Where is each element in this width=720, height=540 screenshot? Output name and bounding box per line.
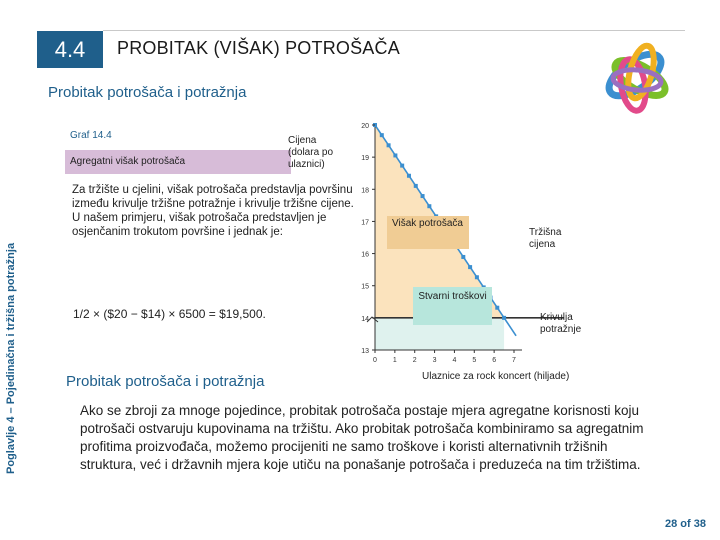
x-tick-label: 5: [472, 357, 477, 364]
x-tick-label: 2: [412, 357, 417, 364]
graph-title-box: [65, 150, 283, 174]
demand-curve-label: Krivulja potražnje: [540, 312, 582, 335]
demand-step-point: [387, 143, 391, 147]
consumer-surplus-chart: [285, 120, 615, 390]
y-tick-label: 19: [361, 155, 369, 163]
demand-step-point: [427, 204, 431, 208]
demand-step-point: [414, 184, 418, 188]
demand-step-point: [407, 174, 411, 178]
surplus-formula: 1/2 × ($20 − $14) × 6500 = $19,500.: [73, 307, 266, 321]
demand-step-point: [475, 275, 479, 279]
body-text: Za tržište u cjelini, višak potrošača predstavlja površinu između krivulje tržišne potražnje i krivulje tržišne cijene. U našem primjeru, višak potrošača predstavljen je osjenčanim trokutom površine i jednak je:: [72, 184, 354, 238]
x-axis-label: Ulaznice za rock koncert (hiljade): [422, 371, 570, 382]
demand-step-point: [495, 306, 499, 310]
x-tick-label: 0: [373, 357, 377, 364]
demand-step-point: [393, 153, 397, 157]
x-tick-label: 6: [492, 357, 497, 364]
x-tick-label: 3: [432, 357, 437, 364]
y-tick-label: 18: [361, 187, 369, 195]
chapter-side-label: Poglavlje 4 – Pojedinačna i tržišna potražnja: [5, 242, 17, 474]
x-tick-label: 4: [452, 357, 457, 364]
section-subtitle: Probitak potrošača i potražnja: [48, 84, 247, 101]
bottom-heading: Probitak potrošača i potražnja: [66, 373, 265, 390]
rings-logo-icon: [585, 30, 705, 130]
explanation-paragraph: Ako se zbroji za mnoge pojedince, probitak potrošača postaje mjera agregatne korisnosti koju potrošači ostvaruju kupovinama na tržištu. Ako probitak potrošača kombiniramo sa agregatnim profitima proizvođača, možemo procijeniti ne samo troškove i koristi alternativnih tržišnih struktura, već i državnih mjera koje utiču na ponašanje potrošača i preduzeća na tim tržištima.: [80, 403, 644, 472]
x-tick-label: 1: [392, 357, 397, 364]
y-axis-label: Cijena (dolara po ulaznici): [288, 135, 334, 170]
y-tick-label: 14: [361, 315, 369, 323]
graph-label: Graf 14.4: [70, 130, 112, 141]
y-tick-label: 15: [361, 283, 369, 291]
y-tick-label: 20: [361, 123, 369, 130]
section-number: 4.4: [37, 31, 103, 68]
demand-step-point: [502, 316, 506, 320]
demand-step-point: [380, 133, 384, 137]
demand-step-point: [421, 194, 425, 198]
y-tick-label: 17: [361, 219, 369, 227]
demand-step-point: [461, 255, 465, 259]
actual-cost-label: Stvarni troškovi: [413, 287, 492, 325]
x-tick-label: 7: [512, 357, 516, 364]
market-price-label: Tržišna cijena: [529, 227, 562, 250]
graph-title: Agregatni višak potrošača: [70, 156, 186, 167]
y-tick-label: 13: [361, 348, 369, 355]
y-tick-label: 16: [361, 251, 369, 259]
page-number: 28 of 38: [665, 518, 706, 530]
demand-step-point: [468, 265, 472, 269]
page-title: PROBITAK (VIŠAK) POTROŠAČA: [117, 38, 400, 58]
demand-step-point: [400, 164, 404, 168]
surplus-label: Višak potrošača: [387, 216, 469, 249]
